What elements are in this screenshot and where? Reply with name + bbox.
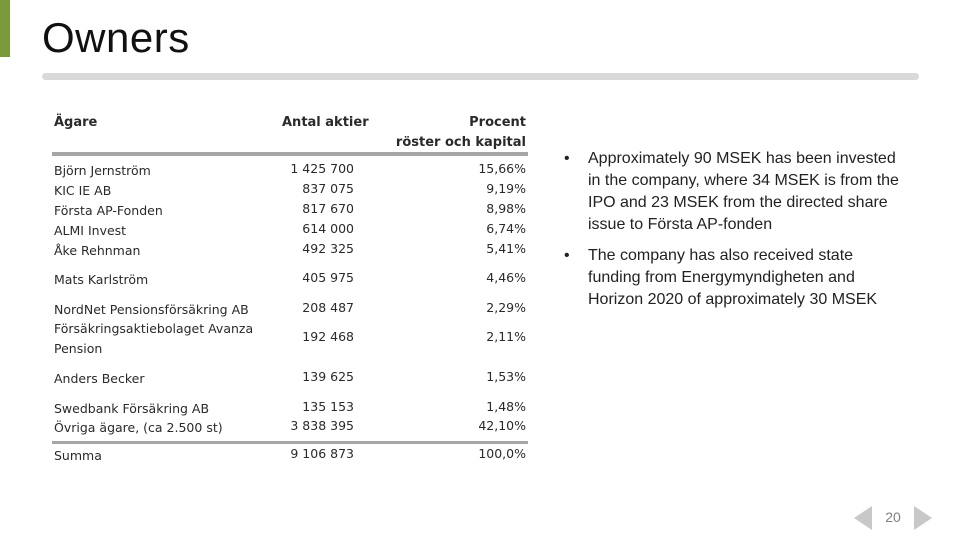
header-percent: Procent [469,115,526,130]
share-count: 492 325 [302,241,354,256]
bullet-item [562,148,907,236]
owner-name: Åke Rehnman [54,243,141,258]
share-percent: 1,53% [486,369,526,384]
share-percent: 9,19% [486,181,526,196]
share-count: 817 670 [302,201,354,216]
share-count: 139 625 [302,369,354,384]
share-percent: 4,46% [486,270,526,285]
total-percent: 100,0% [478,446,526,461]
next-arrow-icon[interactable] [914,506,932,530]
share-count: 135 153 [302,399,354,414]
share-percent: 1,48% [486,399,526,414]
owners-table [50,105,530,465]
share-percent: 8,98% [486,201,526,216]
bullet-dot-icon: • [564,247,570,264]
owner-name: NordNet Pensionsförsäkring AB [54,302,249,317]
share-percent: 42,10% [478,418,526,433]
header-divider [52,152,528,156]
share-percent: 2,11% [486,329,526,344]
slide-navigation [854,506,932,530]
owner-name: Swedbank Försäkring AB [54,401,210,416]
owner-name: Första AP-Fonden [54,203,163,218]
share-percent: 5,41% [486,241,526,256]
owner-name: KIC IE AB [54,183,112,198]
header-owner: Ägare [54,115,98,130]
total-label: Summa [54,448,102,463]
title-divider [42,73,919,80]
bullet-list [562,148,907,320]
previous-arrow-icon[interactable] [854,506,872,530]
bullet-text: The company has also received state funding from Energymyndigheten and Horizon 2020 of approximately 30 MSEK [588,247,878,308]
total-divider [52,441,528,444]
owner-name: Övriga ägare, (ca 2.500 st) [54,420,223,435]
owner-name: Björn Jernström [54,163,151,178]
share-percent: 15,66% [478,161,526,176]
share-percent: 2,29% [486,300,526,315]
share-count: 837 075 [302,181,354,196]
bullet-item [562,245,907,311]
share-count: 614 000 [302,221,354,236]
total-shares: 9 106 873 [290,446,354,461]
header-percent-sub: röster och kapital [395,135,526,150]
share-count: 192 468 [302,329,354,344]
share-count: 208 487 [302,300,354,315]
share-percent: 6,74% [486,221,526,236]
bullet-dot-icon: • [564,150,570,167]
owner-name: Mats Karlström [54,272,149,287]
share-count: 1 425 700 [290,161,354,176]
share-count: 405 975 [302,270,354,285]
owner-name: ALMI Invest [54,223,127,238]
bullet-text: Approximately 90 MSEK has been invested in the company, where 34 MSEK is from the IPO and 23 MSEK from the directed share issue to Första AP-fonden [588,150,899,233]
page-number: 20 [885,509,901,525]
owner-name: Försäkringsaktiebolaget Avanza Pension [54,321,254,356]
slide-title: Owners [42,14,190,61]
owner-name: Anders Becker [54,371,145,386]
share-count: 3 838 395 [290,418,354,433]
header-shares: Antal aktier [282,115,369,130]
accent-bar [0,0,10,57]
